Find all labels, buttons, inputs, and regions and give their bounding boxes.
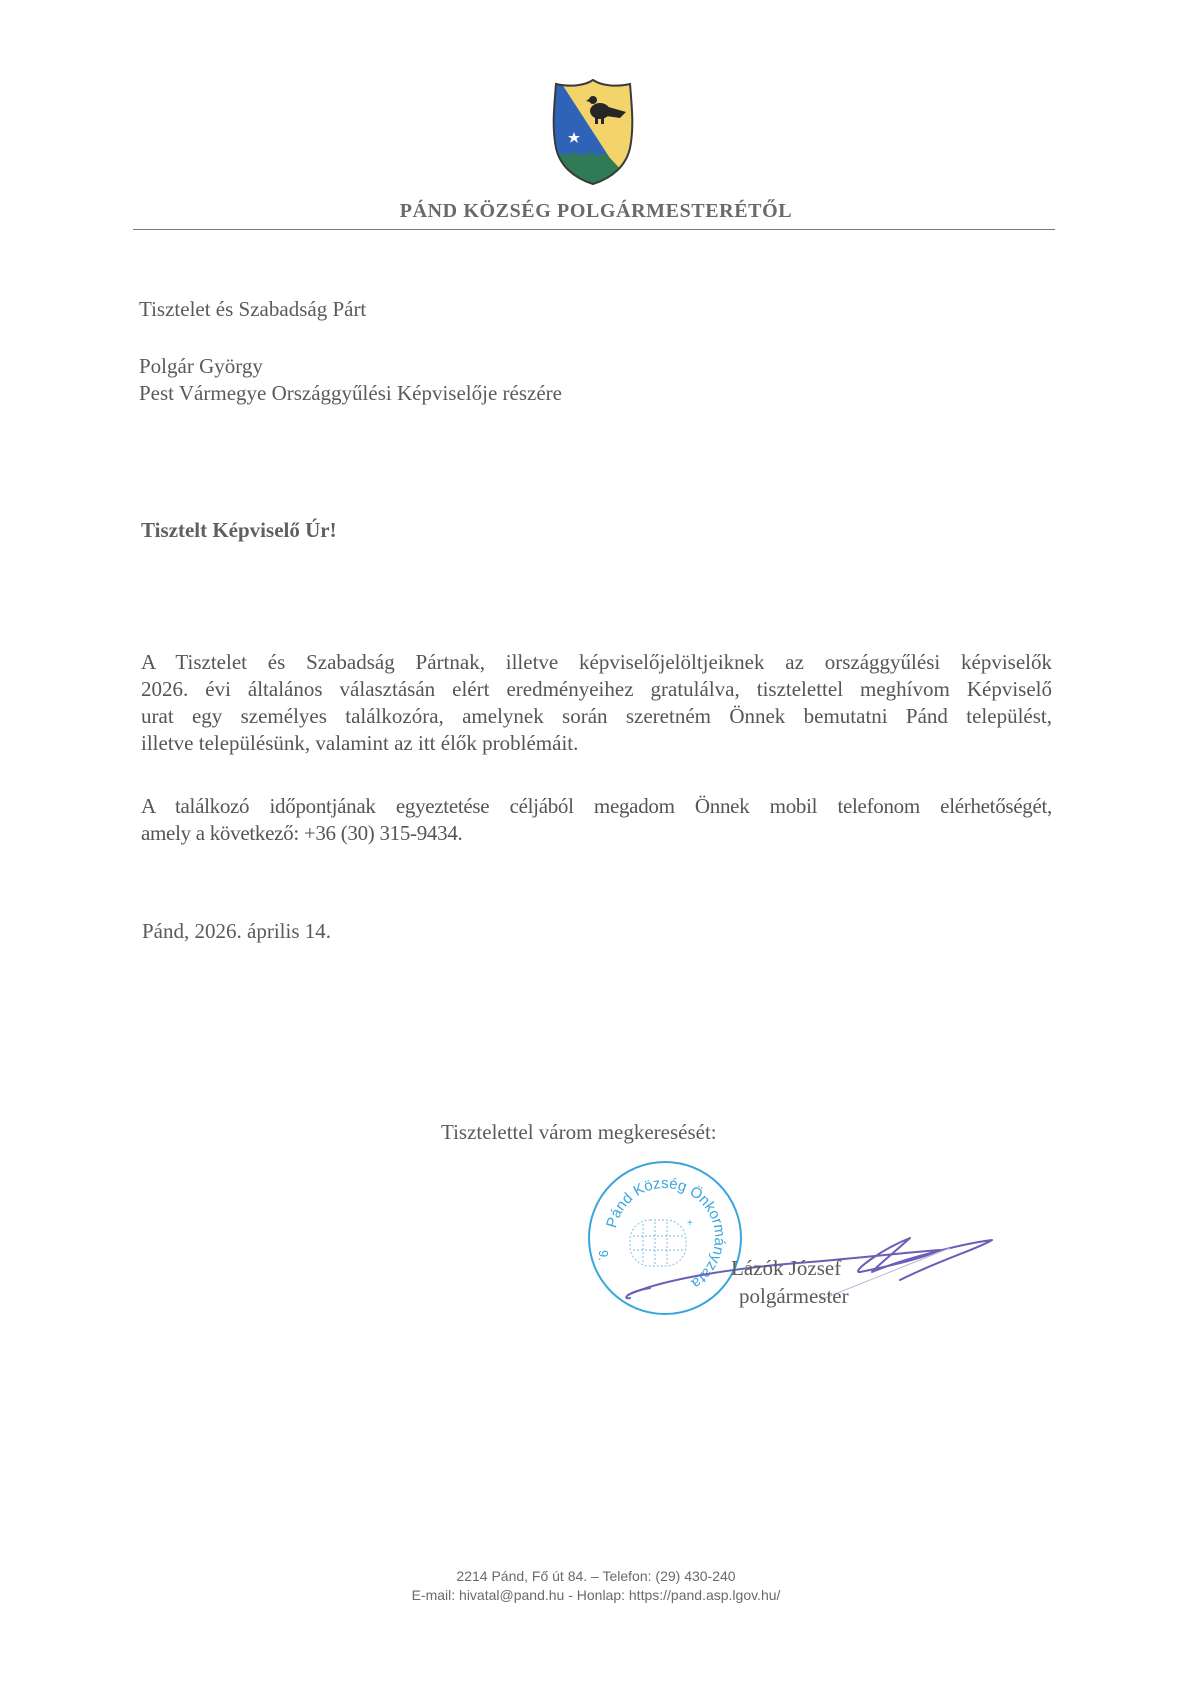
paragraph-line: A találkozó időpontjának egyeztetése céljából megadom Önnek mobil telefonom elérhetőségét, <box>141 794 1052 818</box>
signer-name: Lázók József <box>731 1256 842 1280</box>
date-line: Pánd, 2026. április 14. <box>142 919 331 943</box>
footer-email-website: E-mail: hivatal@pand.hu - Honlap: https://pand.asp.lgov.hu/ <box>411 1587 781 1603</box>
recipient-organization: Tisztelet és Szabadság Párt <box>139 297 367 321</box>
paragraph-line: illetve településünk, valamint az itt élők problémáit. <box>141 731 579 755</box>
letterhead-divider <box>133 229 1055 230</box>
municipal-coat-of-arms-icon <box>550 78 636 186</box>
stamp-text: Pánd Község Önkormányzata <box>603 1174 729 1292</box>
footer-address-phone: 2214 Pánd, Fő út 84. – Telefon: (29) 430-240 <box>456 1568 736 1584</box>
recipient-title: Pest Vármegye Országgyűlési Képviselője részére <box>139 381 562 405</box>
svg-text:+: + <box>687 1218 693 1229</box>
paragraph-line: urat egy személyes találkozóra, amelynek során szeretném Önnek bemutatni Pánd települést, <box>141 704 1052 728</box>
recipient-name: Polgár György <box>139 354 263 378</box>
letterhead-title: PÁND KÖZSÉG POLGÁRMESTERÉTŐL <box>399 200 793 222</box>
paragraph-line: amely a következő: +36 (30) 315-9434. <box>141 821 463 845</box>
body-paragraph-contact <box>141 793 1052 847</box>
signer-title: polgármester <box>739 1284 849 1308</box>
signature-stroke <box>626 1288 650 1298</box>
paragraph-line: A Tisztelet és Szabadság Pártnak, illetve képviselőjelöltjeiknek az országgyűlési képviselők <box>141 650 1052 674</box>
salutation: Tisztelt Képviselő Úr! <box>141 518 337 542</box>
body-paragraph-invitation <box>141 649 1052 757</box>
closing-line: Tisztelettel várom megkeresését: <box>441 1120 717 1144</box>
paragraph-line: 2026. évi általános választásán elért eredményeihez gratulálva, tisztelettel meghívom Képviselő <box>141 677 1052 701</box>
stamp-number: 9. <box>596 1250 611 1261</box>
